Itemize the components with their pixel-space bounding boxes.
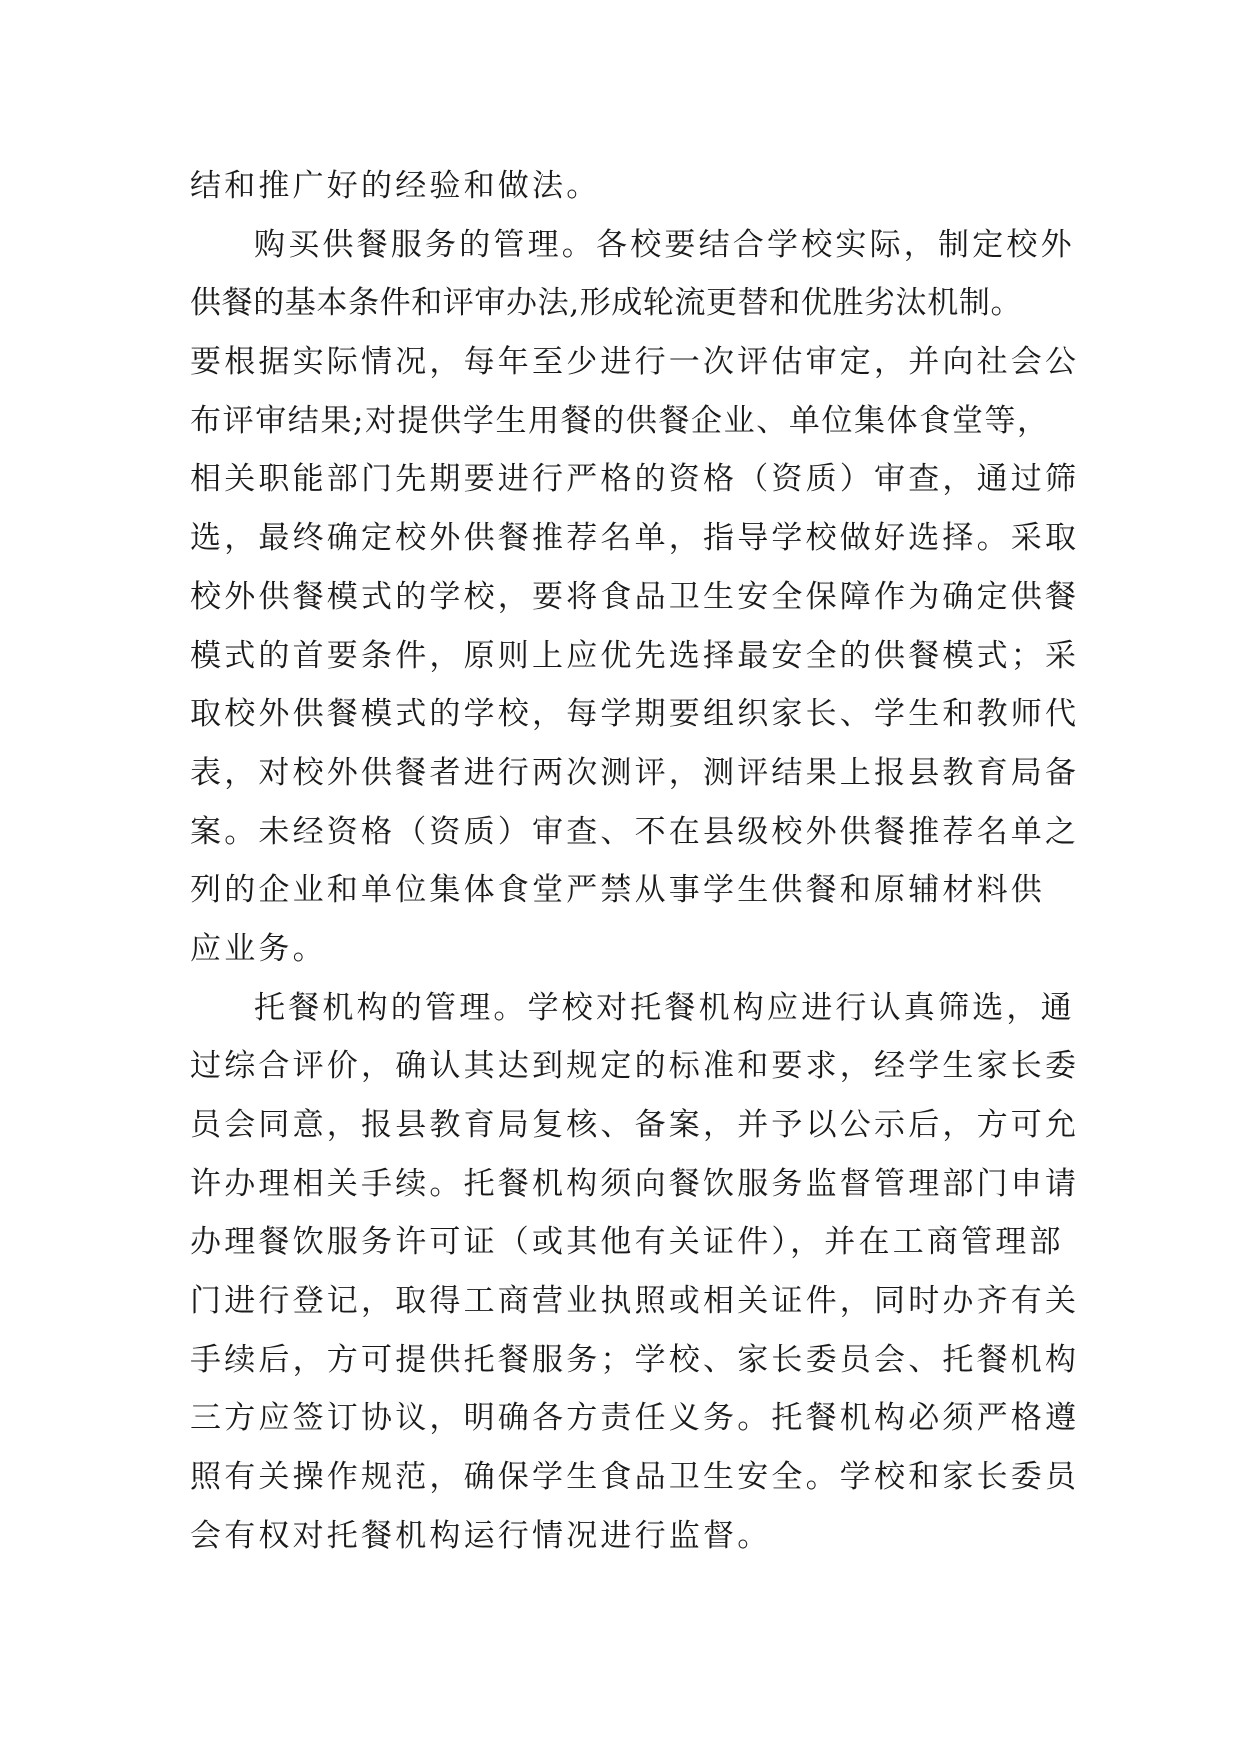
text-line: 员会同意，报县教育局复核、备案，并予以公示后，方可允 (190, 1107, 1080, 1143)
text-line: 布评审结果;对提供学生用餐的供餐企业、单位集体食堂等， (190, 402, 1050, 439)
text-line: 案。未经资格（资质）审查、不在县级校外供餐推荐名单之 (190, 813, 1080, 850)
text-line: 相关职能部门先期要进行严格的资格（资质）审查，通过筛 (190, 461, 1080, 498)
paragraph-start-line: 购买供餐服务的管理。各校要结合学校实际，制定校外 (254, 226, 1075, 263)
text-line: 选，最终确定校外供餐推荐名单，指导学校做好选择。采取 (190, 520, 1080, 557)
text-line: 应业务。 (190, 930, 327, 967)
text-line: 许办理相关手续。托餐机构须向餐饮服务监督管理部门申请 (190, 1165, 1080, 1202)
text-line: 供餐的基本条件和评审办法,形成轮流更替和优胜劣汰机制。 (190, 285, 1023, 322)
text-line: 要根据实际情况，每年至少进行一次评估审定，并向社会公 (190, 344, 1080, 381)
text-line: 门进行登记，取得工商营业执照或相关证件，同时办齐有关 (190, 1283, 1080, 1320)
text-line: 过综合评价，确认其达到规定的标准和要求，经学生家长委 (190, 1048, 1080, 1085)
text-line: 模式的首要条件，原则上应优先选择最安全的供餐模式；采 (190, 637, 1080, 674)
text-line: 三方应签订协议，明确各方责任义务。托餐机构必须严格遵 (190, 1400, 1080, 1437)
text-line: 列的企业和单位集体食堂严禁从事学生供餐和原辅材料供 (190, 872, 1045, 909)
text-line: 结和推广好的经验和做法。 (190, 168, 601, 204)
text-line: 手续后，方可提供托餐服务；学校、家长委员会、托餐机构 (190, 1341, 1080, 1378)
text-line: 取校外供餐模式的学校，每学期要组织家长、学生和教师代 (190, 696, 1080, 733)
text-line: 表，对校外供餐者进行两次测评，测评结果上报县教育局备 (190, 754, 1080, 791)
document-body (190, 157, 1080, 1566)
text-line: 校外供餐模式的学校，要将食品卫生安全保障作为确定供餐 (190, 578, 1080, 615)
text-line: 办理餐饮服务许可证（或其他有关证件），并在工商管理部 (190, 1224, 1064, 1261)
text-line: 会有权对托餐机构运行情况进行监督。 (190, 1517, 772, 1554)
text-line: 照有关操作规范，确保学生食品卫生安全。学校和家长委员 (190, 1459, 1080, 1496)
paragraph-start-line: 托餐机构的管理。学校对托餐机构应进行认真筛选，通 (254, 989, 1075, 1026)
